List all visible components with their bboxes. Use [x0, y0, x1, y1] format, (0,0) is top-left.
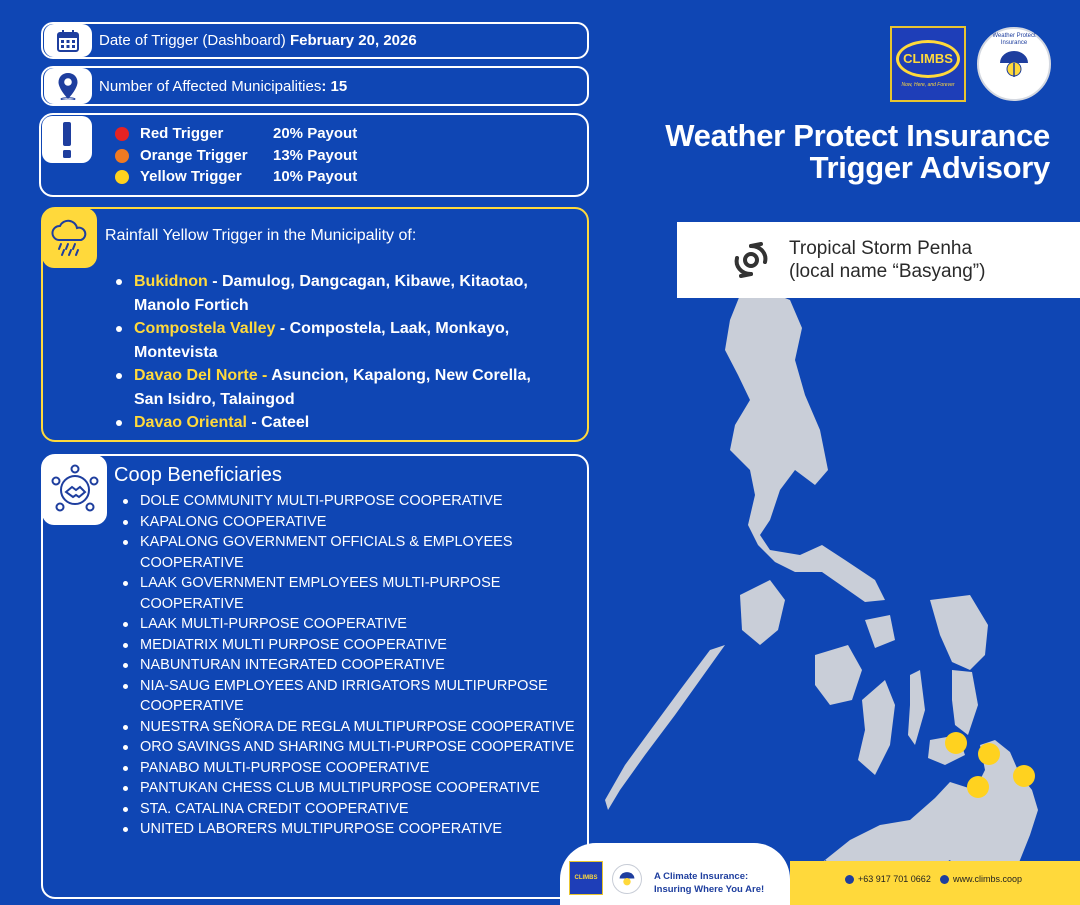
footer-wpi-logo: [612, 864, 642, 894]
title-line-2: Trigger Advisory: [809, 150, 1050, 185]
date-icon-box: [44, 24, 92, 57]
trigger-yellow: [115, 168, 357, 185]
coop-heading: Coop Beneficiaries: [114, 464, 282, 486]
list-item: NABUNTURAN INTEGRATED COOPERATIVE: [120, 655, 580, 676]
trigger-red: [115, 125, 357, 142]
province-name: Compostela Valley: [134, 320, 276, 337]
province-name: Bukidnon: [134, 273, 208, 290]
trigger-marker: [1013, 765, 1035, 787]
trigger-red-name: Red Trigger: [140, 125, 224, 142]
municipalities-value: : 15: [321, 78, 348, 95]
calendar-icon: [56, 29, 80, 53]
rainfall-heading: Rainfall Yellow Trigger in the Municipality of:: [105, 227, 417, 244]
trigger-orange: [115, 147, 357, 164]
umbrella-icon: [618, 870, 636, 888]
municipalities-label: Number of Affected Municipalities: [99, 78, 322, 95]
tagline-line-1: A Climate Insurance:: [654, 871, 749, 882]
red-dot-icon: [115, 127, 129, 141]
coop-icon-box: [42, 455, 107, 525]
storm-line-2: (local name “Basyang”): [789, 261, 986, 282]
list-item: MEDIATRIX MULTI PURPOSE COOPERATIVE: [120, 635, 580, 656]
municipality-names: - Compostela, Laak, Monkayo, Montevista: [134, 320, 510, 361]
list-item: DOLE COMMUNITY MULTI-PURPOSE COOPERATIVE: [120, 491, 580, 512]
rain-cloud-icon: [50, 219, 90, 257]
municipality-names: Asuncion, Kapalong, New Corella, San Isidro, Talaingod: [134, 367, 531, 408]
list-item: [114, 364, 564, 411]
list-item: ORO SAVINGS AND SHARING MULTI-PURPOSE COOPERATIVE: [120, 737, 580, 758]
list-item: [114, 270, 564, 317]
list-item: [114, 411, 564, 435]
municipality-names: - Cateel: [246, 414, 310, 431]
phone-number: +63 917 701 0662: [858, 874, 931, 884]
wpi-ring-text: Weather Protect Insurance: [992, 33, 1036, 46]
umbrella-icon: [997, 47, 1031, 81]
list-item: KAPALONG GOVERNMENT OFFICIALS & EMPLOYEES COOPERATIVE: [120, 532, 580, 573]
trigger-yellow-name: Yellow Trigger: [140, 168, 242, 185]
trigger-marker: [967, 776, 989, 798]
footer-tagline: [654, 870, 764, 896]
list-item: NIA-SAUG EMPLOYEES AND IRRIGATORS MULTIPURPOSE COOPERATIVE: [120, 676, 580, 717]
date-label: Date of Trigger (Dashboard): [99, 32, 286, 49]
storm-box: [677, 222, 1080, 298]
list-item: LAAK GOVERNMENT EMPLOYEES MULTI-PURPOSE COOPERATIVE: [120, 573, 580, 614]
phone-icon: [845, 875, 854, 884]
wpi-logo: [977, 27, 1051, 101]
footer-climbs-logo: [569, 861, 603, 895]
storm-name: [789, 237, 985, 283]
alert-icon-box: [42, 116, 92, 163]
footer-contact-bar: [790, 861, 1080, 905]
coop-list: [120, 491, 580, 840]
climbs-logo: [890, 26, 966, 102]
list-item: PANABO MULTI-PURPOSE COOPERATIVE: [120, 758, 580, 779]
footer-website: [940, 874, 1022, 884]
list-item: UNITED LABORERS MULTIPURPOSE COOPERATIVE: [120, 819, 580, 840]
philippines-map: [590, 200, 1080, 905]
handshake-group-icon: [48, 463, 102, 517]
province-name: Davao Oriental: [134, 414, 247, 431]
climbs-logo-text: CLIMBS: [896, 40, 960, 78]
list-item: STA. CATALINA CREDIT COOPERATIVE: [120, 799, 580, 820]
location-icon-box: [44, 68, 92, 104]
orange-dot-icon: [115, 149, 129, 163]
title-line-1: Weather Protect Insurance: [665, 118, 1050, 153]
climbs-tagline: Now, Here, and Forever: [901, 82, 955, 88]
exclamation-icon: [60, 122, 74, 158]
tagline-line-2: Insuring Where You Are!: [654, 884, 765, 895]
trigger-red-payout: 20% Payout: [273, 125, 358, 142]
yellow-dot-icon: [115, 170, 129, 184]
advisory-title: [665, 120, 1050, 184]
globe-icon: [940, 875, 949, 884]
footer-phone: [845, 874, 931, 884]
list-item: NUESTRA SEÑORA DE REGLA MULTIPURPOSE COOPERATIVE: [120, 717, 580, 738]
trigger-orange-name: Orange Trigger: [140, 147, 248, 164]
website-link[interactable]: www.climbs.coop: [953, 874, 1023, 884]
trigger-orange-payout: 13% Payout: [273, 147, 358, 164]
rainfall-list: [114, 270, 564, 435]
date-value: February 20, 2026: [289, 32, 417, 49]
province-name: Davao Del Norte -: [134, 367, 272, 384]
typhoon-icon: [731, 240, 771, 280]
trigger-marker: [978, 743, 1000, 765]
trigger-yellow-payout: 10% Payout: [273, 168, 358, 185]
trigger-marker: [945, 732, 967, 754]
list-item: KAPALONG COOPERATIVE: [120, 512, 580, 533]
municipalities-row-text: [99, 78, 347, 95]
rain-icon-box: [42, 208, 97, 268]
list-item: [114, 317, 564, 364]
storm-line-1: Tropical Storm Penha: [789, 238, 973, 259]
list-item: LAAK MULTI-PURPOSE COOPERATIVE: [120, 614, 580, 635]
municipality-names: - Damulog, Dangcagan, Kibawe, Kitaotao, Manolo Fortich: [134, 273, 528, 314]
footer-climbs-text: CLIMBS: [574, 875, 598, 881]
date-row-text: [99, 32, 417, 49]
location-pin-icon: [57, 72, 79, 100]
list-item: PANTUKAN CHESS CLUB MULTIPURPOSE COOPERATIVE: [120, 778, 580, 799]
